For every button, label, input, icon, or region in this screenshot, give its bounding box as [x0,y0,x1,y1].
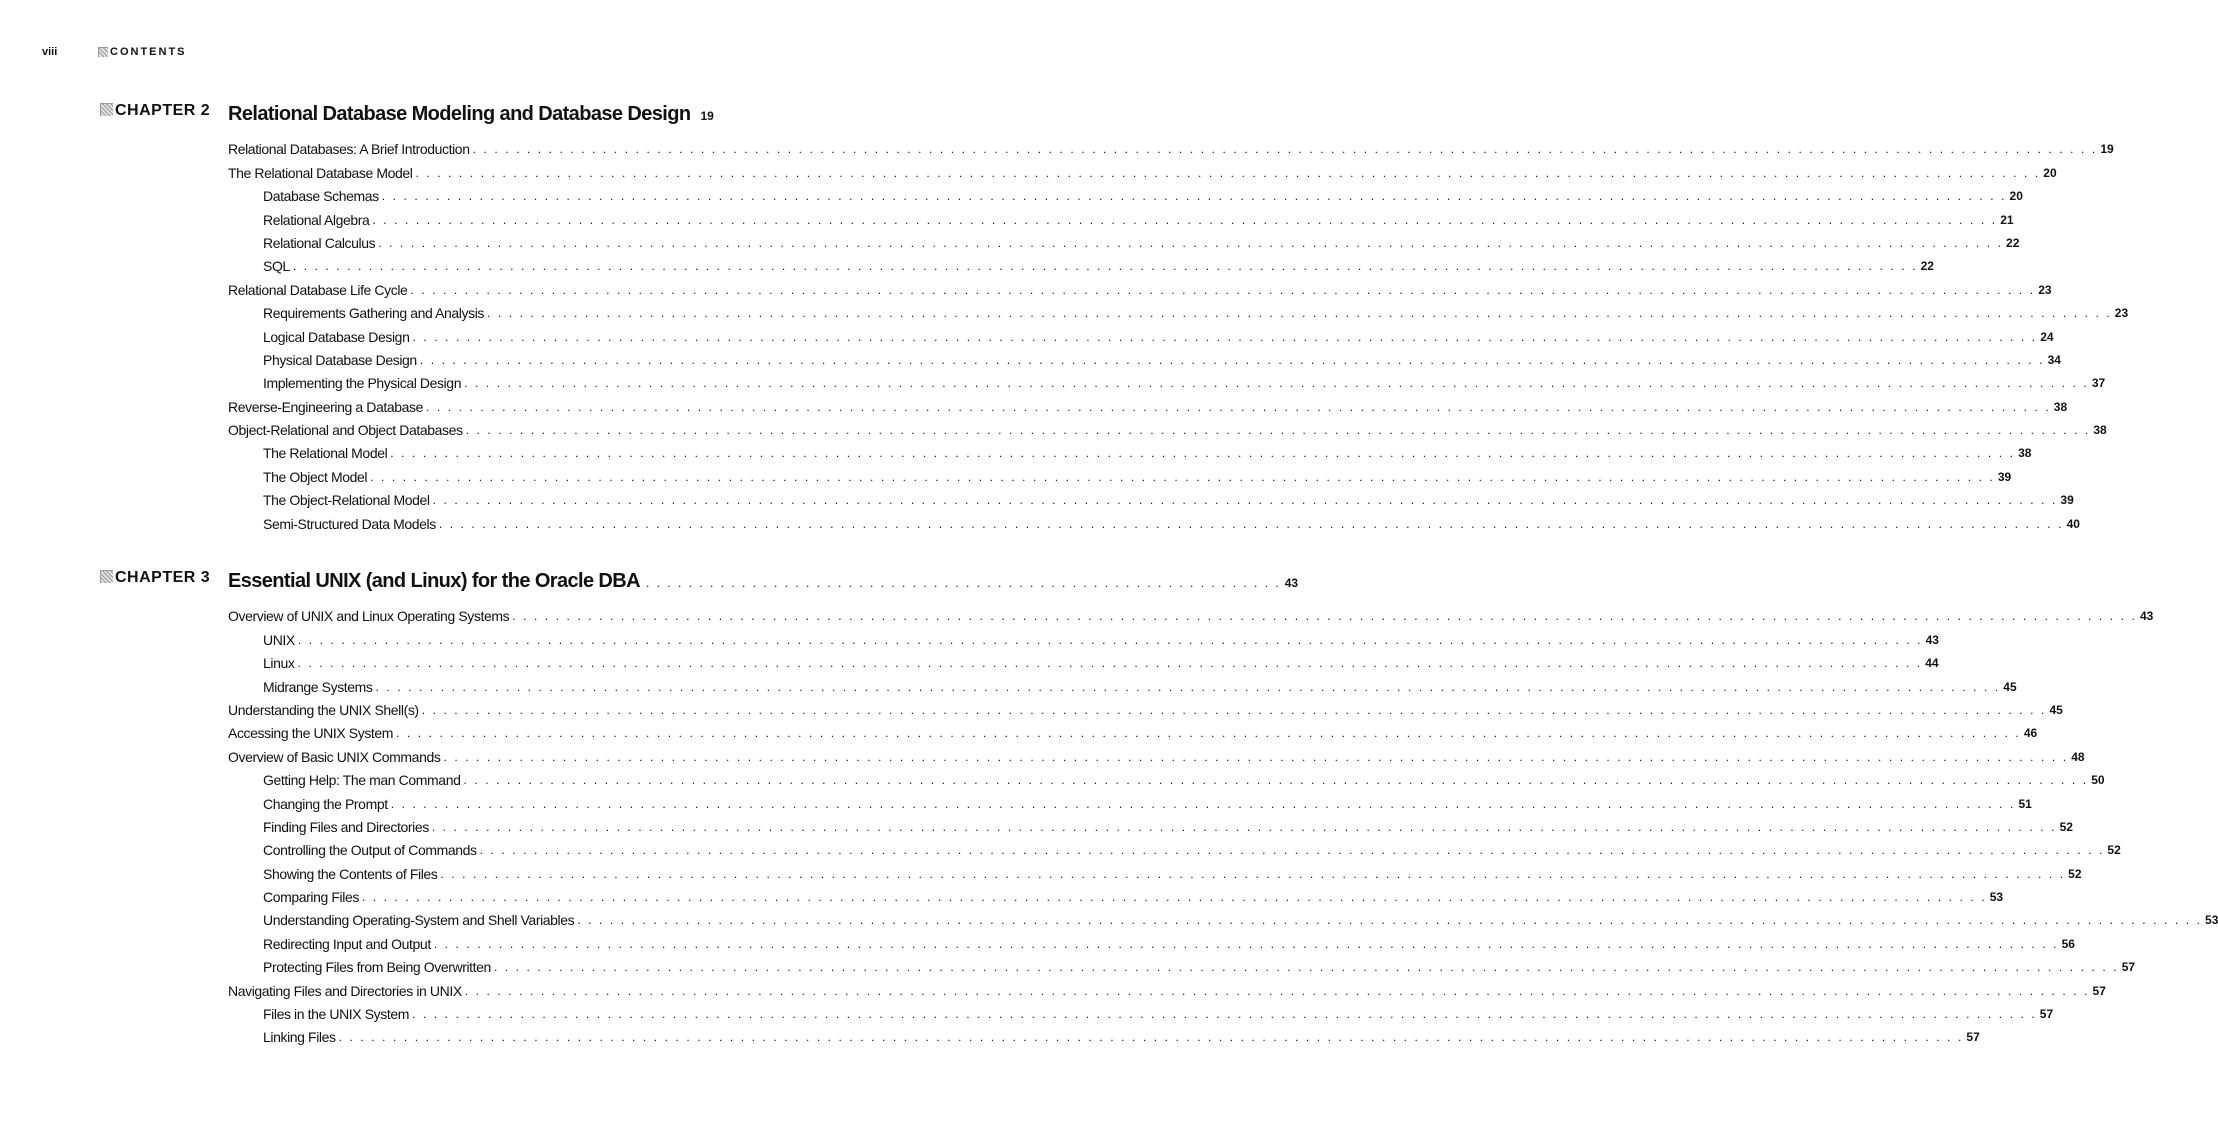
entry-page-number: 38 [2053,399,2068,414]
entry-title: The Relational Model [263,445,388,462]
toc-subentry[interactable] [263,463,2012,486]
entry-title: UNIX [263,631,295,648]
chapter-entries [0,136,2129,534]
chapter-title-line[interactable] [228,96,712,126]
toc-subentry[interactable] [263,510,2080,533]
entry-page-number: 45 [2003,679,2017,694]
dot-leader: . . . . . . . . . . . . . . . . . . . . . . . . . . . . . . . . . . . . . . . . . . . . . . . . . . . . . . . . . . . . . . . . . . . . . . . . . . . . . . . . . . . . . . . . . . . . . . . . . . . . . . . . . . . . . . . . . . . . . . . . . . . . . . . . . . . . . . . . . . . . . . . . . . . . . . [370,469,1995,484]
entry-title: Logical Database Design [263,328,410,345]
toc-subentry[interactable] [263,230,2020,253]
chapter-marker-icon [100,570,113,583]
toc-subentry[interactable] [263,790,2032,813]
toc-subentry[interactable] [263,860,2082,883]
chapter-heading [0,96,816,126]
dot-leader: . . . . . . . . . . . . . . . . . . . . . . . . . . . . . . . . . . . . . . . . . . . . . . . . . . . . . . . . . . . . . . . . . . . . . . . . . . . . . . . . . . . . . . . . . . . . . . . . . . . . . . . . . . . . . . . . . . . . . . . . . . . . . . . . . . . . . . . . . . . . . . . . . . . . . . [421,702,2047,717]
entry-page-number: 43 [2139,609,2154,624]
dot-leader: . . . . . . . . . . . . . . . . . . . . . . . . . . . . . . . . . . . . . . . . . . . . . . . . . . . . . . . . . . . . . . . . . . . . . . . . . . . . . . . . . . . . . . . . . . . . . . . . . . . . . . . . . . . . . . . . . . . . . . . . . . . . . . . . . . . . . . . . . . . . . . . . . . . . . . [464,983,2090,998]
toc-subentry[interactable] [263,370,2106,393]
entry-title: Semi-Structured Data Models [263,515,436,532]
toc-subentry[interactable] [263,440,2032,463]
entry-title: Requirements Gathering and Analysis [263,305,485,322]
entry-page-number: 48 [2071,749,2085,764]
entry-page-number: 39 [1997,469,2012,484]
dot-leader: . . . . . . . . . . . . . . . . . . . . . . . . . . . . . . . . . . . . . . . . . . . . . . . . . . . . . . . . . . . . . . . . . . . . . . . . . . . . . . . . . . . . . . . . . . . . . . . . . . . . . . . . . . . . . . . . . . . . . . . . . . . . . . . . . . . . . . . . . . . . . . . . . . . . . . [412,329,2038,344]
entry-page-number: 52 [2107,843,2121,858]
entry-page-number: 23 [2114,306,2129,321]
entry-title: Midrange Systems [263,678,373,695]
dot-leader: . . . . . . . . . . . . . . . . . . . . . . . . . . . . . . . . . . . . . . . . . . . . . . . . . . . . . . . . . . . . . . . . . . . . . . . . . . . . . . . . . . . . . . . . . . . . . . . . . . . . . . . . . . . . . . . . . . . . . . . . . . . . . . . . . . . . . . . . . . . . . . . . . . . . . . [493,960,2119,975]
toc-entry[interactable] [228,977,2106,1000]
toc-entry[interactable] [228,743,2085,766]
entry-title: Linking Files [263,1029,336,1046]
dot-leader: . . . . . . . . . . . . . . . . . . . . . . . . . . . . . . . . . . . . . . . . . . . . . . . . . . . . . . . . . . . . . . . . . . . . . . . . . . . . . . . . . . . . . . . . . . . . . . . . . . . . . . . . . . . . . . . . . . . . . . . . . . . . . . . . . . . . . . . . . . . . . . . . . . . . . . [292,259,1918,274]
entry-page-number: 43 [1925,632,1939,647]
dot-leader: . . . . . . . . . . . . . . . . . . . . . . . . . . . . . . . . . . . . . . . . . . . . . . . . . . . . . . . . . . . . . . . . . . . . . . . . . . . . . . . . . . . . . . . . . . . . . . . . . . . . . . . . . . . . . . . . . . . . . . . . . . . . . . . . . . . . . . . . . . . . . . . . . . . . . . [375,679,2001,694]
toc-entry[interactable] [228,697,2063,720]
chapter-block [0,563,2218,1047]
dot-leader: . . . . . . . . . . . . . . . . . . . . . . . . . . . . . . . . . . . . . . . . . . . . . . . . . . . . . . . . . . . . . . . . . . . . . . . . . . . . . . . . . . . . . . . . . . . . . . . . . . . . . . . . . . . . . . . . . . . . . . . . . . . . . . . . . . . . . . . . . . . . . . . . . . . . . . [431,819,2057,834]
entry-title: Files in the UNIX System [263,1006,409,1023]
toc-subentry[interactable] [263,907,2218,930]
entry-title: Linux [263,655,295,672]
toc-subentry[interactable] [263,626,1939,649]
entry-page-number: 37 [2091,376,2106,391]
entry-page-number: 39 [2060,493,2074,508]
entry-page-number: 57 [2039,1007,2054,1022]
entry-title: Controlling the Output of Commands [263,842,477,859]
chapter-page-number: 19 [700,109,714,123]
chapter-entries [0,603,2218,1047]
entry-page-number: 38 [2018,446,2032,461]
entry-page-number: 20 [2043,165,2057,180]
chapter-title-line[interactable] [228,563,1299,593]
entry-title: Database Schemas [263,188,379,205]
entry-page-number: 21 [2000,212,2014,227]
chapter-page-number: 43 [1284,576,1299,590]
entry-title: Relational Calculus [263,234,376,251]
dot-leader: . . . . . . . . . . . . . . . . . . . . . . . . . . . . . . . . . . . . . . . . . . . . . . . . . . . . . . . . . . . . . . . . . . . . . . . . . . . . . . . . . . . . . . . . . . . . . . . . . . . . . . . . . . . . . . . . . . . . . . . . . . . . . . . . . . . . . . . . . . . . . . . . . . . . . . [415,165,2041,180]
toc-entry[interactable] [228,603,2154,626]
dot-leader: . . . . . . . . . . . . . . . . . . . . . . . . . . . . . . . . . . . . . . . . . . . . . . . . . . . . . . . . . . . . . . . . . . . . . . . . . . . . . . . . . . . . . . . . . . . . . . . . . . . . . . . . . . . . . . . . . . . . . . . . . . . . . . . . . . . . . . . . . . . . . . . . . . . . . . [410,282,2036,297]
dot-leader: . . . . . . . . . . . . . . . . . . . . . . . . . . . . . . . . . . . . . . . . . . . . . . . . . . . . . . . . . . . . . . . . . . . . . . . . . . . . . . . . . . . . . . . . . . . . . . . . . . . . . . . . . . . . . . . . . . . . . . . . . . . . . . . . . . . . . . . . . . . . . . . . . . . . . . [396,726,2021,741]
entry-page-number: 50 [2091,773,2105,788]
dot-leader: . . . . . . . . . . . . . . . . . . . . . . . . . . . . . . . . . . . . . . . . . . . . . . . . . . . . . . . . . . . . . . . . . . . . . . . . . . . . . . . . . . . . . . . . . . . . . . . . . . . . . . . . . . . . . . . . . . . . . . . . . . . . . . . . . . . . . . . . . . . . . . . . . . . . . . [464,376,2089,391]
chapter-label [100,102,210,120]
entry-title: Relational Algebra [263,211,370,228]
entry-page-number: 51 [2018,796,2032,811]
dot-leader: . . . . . . . . . . . . . . . . . . . . . . . . . . . . . . . . . . . . . . . . . . . . . . . . . . . . . . . . . . . . . . . . . . . . . . . . . . . . . . . . . . . . . . . . . . . . . . . . . . . . . . . . . . . . . . . . . . . . . . . . . . . . . . . . . . . . . . . . . . . . . . . . . . . . . . [465,423,2091,438]
entry-title: Finding Files and Directories [263,818,429,835]
entry-page-number: 46 [2023,726,2038,741]
dot-leader: . . . . . . . . . . . . . . . . . . . . . . . . . . . . . . . . . . . . . . . . . . . . . . . . . . . . . . . . . . . . . . . . . . . . . . . . . . . . . . . . . . . . . . . . . . . . . . . . . . . . . . . . . . . . . . . . . . . . . . . . . . . . . . . . . . . . . . . . . . . . . . . . . . . . . . [487,306,2112,321]
toc-subentry[interactable] [263,1024,1980,1047]
entry-page-number: 57 [2092,983,2106,998]
entry-title: Implementing the Physical Design [263,375,462,392]
entry-title: Protecting Files from Being Overwritten [263,959,491,976]
entry-page-number: 20 [2009,189,2023,204]
entry-title: Understanding the UNIX Shell(s) [228,701,419,718]
running-head [42,44,187,60]
toc-subentry[interactable] [263,487,2074,510]
entry-title: Accessing the UNIX System [228,725,394,742]
dot-leader: . . . . . . . . . . . . . . . . . . . . . . . . . . . . . . . . . . . . . . . . . . . . . . . . . . . . . . . . . . . . . . . . . . . . . . . . . . . . . . . . . . . . . . . . . . . . . . . . . . . . . . . . . . . . . . . . . . . . . . . . . . . . . . . . . . . . . . . . . . . . . . . . . . . . . . [433,936,2059,951]
dot-leader: . . . . . . . . . . . . . . . . . . . . . . . . . . . . . . . . . . . . . . . . . . . . . . . . . . . . . . . . . . . . . . . . . . . . . . . . . . . . . . . . . . . . . . . . . . . . . . . . . . . . . . . . . . . . . . . . . . . . . . . . . . . . . . . . . . . . . . . . . . . . . . . . . . . . . . [438,516,2064,531]
dot-leader: . . . . . . . . . . . . . . . . . . . . . . . . . . . . . . . . . . . . . . . . . . . . . . . . . . . . . . . . . . . . . . . . . . . . . . . . . . . . . . . . . . . . . . . . . . . . . . . . . . . . . . . . . . . . . . . . . . . . . . . . . . . . . . . . . . . . . . . . . . . . . . . . . . . . . . [338,1030,1964,1045]
entry-page-number: 45 [2049,702,2063,717]
dot-leader: . . . . . . . . . . . . . . . . . . . . . . . . . . . . . . . . . . . . . . . . . . . . . . . . . . . . . . . . . . . . . . . . . . . . . . . . . . . . . . . . . . . . . . . . . . . . . . . . . . . . . . . . . . . . . . . . . . . . . . . . . . . . . . . . . . . . . . . . . . . . . . . . . . . . . . [390,446,2016,461]
toc-entry[interactable] [228,417,2107,440]
dot-leader: . . . . . . . . . . . . . . . . . . . . . . . . . . . . . . . . . . . . . . . . . . . . . . . . . . . . . . . . . . . . . . . . . . . . . . . . . . . . . . . . . . . . . . . . . . . . . . . . . . . . . . . . . . . . . . . . . . . . . . . . . . . . . . . . . . . . . . . . . . . . . . . . . . . . . . [479,843,2105,858]
entry-page-number: 57 [2121,960,2136,975]
toc-entry[interactable] [228,393,2068,416]
toc-subentry[interactable] [263,347,2061,370]
toc-subentry[interactable] [263,884,2004,907]
dot-leader: . . . . . . . . . . . . . . . . . . . . . . . . . . . . . . . . . . . . . . . . . . . . . . . . . . . . . . . . . . . . . . . . . . . . . . . . . . . . . . . . . . . . . . . . . . . . . . . . . . . . . . . . . . . . . . . . . . . . . . . . . . . . . . . . . . . . . . . . . . . . . . . . . . . . . . [472,142,2098,157]
entry-page-number: 53 [1989,890,2004,905]
entry-page-number: 22 [1920,259,1934,274]
toc-subentry[interactable] [263,183,2023,206]
toc-subentry[interactable] [263,814,2073,837]
entry-page-number: 19 [2100,142,2114,157]
entry-title: Reverse-Engineering a Database [228,398,424,415]
entry-title: Overview of Basic UNIX Commands [228,748,441,765]
entry-page-number: 52 [2059,819,2073,834]
entry-title: Relational Databases: A Brief Introduction [228,141,470,158]
chapter-number: CHAPTER 3 [115,569,211,586]
entry-page-number: 24 [2040,329,2054,344]
dot-leader: . . . . . . . . . . . . . . . . . . . . . . . . . . . . . . . . . . . . . . . . . . . . . . . . . . . . . . . . . . . . . . . . . . . . . . . . . . . . . . . . . . . . . . . . . . . . . . . . . . . . . . . . . . . . . . . . . . . . . . . . . . . . . . . . . . . . . . . . . . . . . . . . . . . . . . [443,749,2069,764]
toc-subentry[interactable] [263,206,2014,229]
dot-leader: . . . . . . . . . . . . . . . . . . . . . . . . . . . . . . . . . . . . . . . . . . . . . . . . . . . . . . . . . . . . . . . . . . . . . . . . . . . . . . . . . . . . . . . . . . . . . . . . . . . . . . . . . . . . . . . . . . . . . . . . . . . . . . . . . . . . . . . . . . . . . . . . . . . . . . [419,352,2045,367]
chapter-title: Essential UNIX (and Linux) for the Oracle DBA [228,570,640,592]
chapter-label [100,569,210,587]
toc-subentry[interactable] [263,930,2075,953]
toc-subentry[interactable] [263,650,1939,673]
dot-leader: . . . . . . . . . . . . . . . . . . . . . . . . . . . . . . . . . . . . . . . . . . . . . . . . . . . . . . . . . . . . . . . . . . . . . . . . . . . . . . . . . . . . . . . . . . . . . . . . . . . . . . . . . . . . . . . . . . . . . . . . . . . . . . . . . . . . . . . . . . . . . . . . . . . . . . [378,235,2004,250]
toc-subentry[interactable] [263,837,2121,860]
entry-title: SQL [263,258,290,275]
toc-entry[interactable] [228,159,2057,182]
dot-leader: . . . . . . . . . . . . . . . . . . . . . . . . . . . . . . . . . . . . . . . . . . . . . . . . . . . . . . . . . . . . . . . . . . . . . . . . . . . . . . . . . . . . . . . . . . . . . . . . . . . . . . . . . . . . . . . . . . . . . . . . . . . . . . . . . . . . . . . . . . . . . . . . . . . . . . [440,866,2066,881]
chapter-marker-icon [100,103,113,116]
dot-leader: . . . . . . . . . . . . . . . . . . . . . . . . . . . . . . . . . . . . . . . . . . . . . . . . . . . . . . . . . . . . . . . . . . . . . . . . . . . . . . . . . . . . . . . . . . . . . . . . . . . . . . . . . . . . . . . . . . . . . . . . . . . . . . . . . . . . . . . . . . . . . . . . . . . . . . [577,913,2203,928]
entry-page-number: 53 [2205,913,2218,928]
dot-leader: . . . . . . . . . . . . . . . . . . . . . . . . . . . . . . . . . . . . . . . . . . . . . . . . . . . . . . . . . . . . . . . . . . . . . . . . . . . . . . . . . . . . . . . . . . . . . . . . . . . . . . . . . . . . . . . . . . . . . . . . . . . . . . . . . . . . . . . . . . . . . . . . . . . . . . [381,189,2007,204]
entry-page-number: 34 [2047,352,2061,367]
toc-entry[interactable] [228,276,2052,299]
dot-leader: . . . . . . . . . . . . . . . . . . . . . . . . . . . . . . . . . . . . . . . . . . . . . . . . . . . . . . . . . . . . [645,576,1281,590]
entry-title: Changing the Prompt [263,795,388,812]
toc-subentry[interactable] [263,954,2136,977]
dot-leader: . . . . . . . . . . . . . . . . . . . . . . . . . . . . . . . . . . . . . . . . . . . . . . . . . . . . . . . . . . . . . . . . . . . . . . . . . . . . . . . . . . . . . . . . . . . . . . . . . . . . . . . . . . . . . . . . . . . . . . . . . . . . . . . . . . . . . . . . . . . . . . . . . . . . . . [361,890,1987,905]
running-head-section: CONTENTS [110,46,187,58]
entry-page-number: 57 [1966,1030,1980,1045]
entry-page-number: 52 [2068,866,2082,881]
entry-page-number: 56 [2061,936,2075,951]
chapter-block [0,96,2129,534]
chapter-number: CHAPTER 2 [115,102,211,119]
entry-page-number: 23 [2038,282,2052,297]
entry-title: Overview of UNIX and Linux Operating Systems [228,608,510,625]
toc-subentry[interactable] [263,323,2054,346]
chapter-title: Relational Database Modeling and Database Design [228,103,691,125]
toc-subentry[interactable] [263,673,2017,696]
entry-page-number: 22 [2006,235,2020,250]
entry-title: The Object-Relational Model [263,492,430,509]
entry-title: The Object Model [263,468,368,485]
dot-leader: . . . . . . . . . . . . . . . . . . . . . . . . . . . . . . . . . . . . . . . . . . . . . . . . . . . . . . . . . . . . . . . . . . . . . . . . . . . . . . . . . . . . . . . . . . . . . . . . . . . . . . . . . . . . . . . . . . . . . . . . . . . . . . . . . . . . . . . . . . . . . . . . . . . . . . [297,656,1923,671]
entry-title: Getting Help: The man Command [263,772,461,789]
entry-title: Understanding Operating-System and Shell Variables [263,912,575,929]
entry-title: Showing the Contents of Files [263,865,438,882]
entry-title: The Relational Database Model [228,164,413,181]
toc-subentry[interactable] [263,300,2129,323]
chapter-heading [0,563,1299,593]
entry-page-number: 44 [1925,656,1939,671]
entry-title: Object-Relational and Object Databases [228,422,463,439]
dot-leader: . . . . . . . . . . . . . . . . . . . . . . . . . . . . . . . . . . . . . . . . . . . . . . . . . . . . . . . . . . . . . . . . . . . . . . . . . . . . . . . . . . . . . . . . . . . . . . . . . . . . . . . . . . . . . . . . . . . . . . . . . . . . . . . . . . . . . . . . . . . . . . . . . . . . . . [372,212,1998,227]
section-marker-icon [98,47,108,57]
dot-leader: . . . . . . . . . . . . . . . . . . . . . . . . . . . . . . . . . . . . . . . . . . . . . . . . . . . . . . . . . . . . . . . . . . . . . . . . . . . . . . . . . . . . . . . . . . . . . . . . . . . . . . . . . . . . . . . . . . . . . . . . . . . . . . . . . . . . . . . . . . . . . . . . . . . . . . [412,1007,2037,1022]
entry-title: Comparing Files [263,889,359,906]
dot-leader: . . . . . . . . . . . . . . . . . . . . . . . . . . . . . . . . . . . . . . . . . . . . . . . . . . . . . . . . . . . . . . . . . . . . . . . . . . . . . . . . . . . . . . . . . . . . . . . . . . . . . . . . . . . . . . . . . . . . . . . . . . . . . . . . . . . . . . . . . . . . . . . . . . . . . . [426,399,2051,414]
page-folio: viii [42,46,58,58]
toc-subentry[interactable] [263,1001,2054,1024]
dot-leader: . . . . . . . . . . . . . . . . . . . . . . . . . . . . . . . . . . . . . . . . . . . . . . . . . . . . . . . . . . . . . . . . . . . . . . . . . . . . . . . . . . . . . . . . . . . . . . . . . . . . . . . . . . . . . . . . . . . . . . . . . . . . . . . . . . . . . . . . . . . . . . . . . . . . . . [512,609,2137,624]
entry-page-number: 40 [2066,516,2080,531]
toc-entry[interactable] [228,720,2038,743]
toc-entry[interactable] [228,136,2114,159]
entry-title: Redirecting Input and Output [263,935,431,952]
entry-title: Navigating Files and Directories in UNIX [228,982,462,999]
dot-leader: . . . . . . . . . . . . . . . . . . . . . . . . . . . . . . . . . . . . . . . . . . . . . . . . . . . . . . . . . . . . . . . . . . . . . . . . . . . . . . . . . . . . . . . . . . . . . . . . . . . . . . . . . . . . . . . . . . . . . . . . . . . . . . . . . . . . . . . . . . . . . . . . . . . . . . [463,773,2089,788]
dot-leader: . . . . . . . . . . . . . . . . . . . . . . . . . . . . . . . . . . . . . . . . . . . . . . . . . . . . . . . . . . . . . . . . . . . . . . . . . . . . . . . . . . . . . . . . . . . . . . . . . . . . . . . . . . . . . . . . . . . . . . . . . . . . . . . . . . . . . . . . . . . . . . . . . . . . . . [390,796,2016,811]
entry-page-number: 38 [2093,423,2107,438]
entry-title: Relational Database Life Cycle [228,281,408,298]
dot-leader: . . . . . . . . . . . . . . . . . . . . . . . . . . . . . . . . . . . . . . . . . . . . . . . . . . . . . . . . . . . . . . . . . . . . . . . . . . . . . . . . . . . . . . . . . . . . . . . . . . . . . . . . . . . . . . . . . . . . . . . . . . . . . . . . . . . . . . . . . . . . . . . . . . . . . . [297,632,1923,647]
toc-subentry[interactable] [263,253,1934,276]
toc-subentry[interactable] [263,767,2105,790]
entry-title: Physical Database Design [263,351,417,368]
dot-leader: . . . . . . . . . . . . . . . . . . . . . . . . . . . . . . . . . . . . . . . . . . . . . . . . . . . . . . . . . . . . . . . . . . . . . . . . . . . . . . . . . . . . . . . . . . . . . . . . . . . . . . . . . . . . . . . . . . . . . . . . . . . . . . . . . . . . . . . . . . . . . . . . . . . . . . [432,493,2058,508]
